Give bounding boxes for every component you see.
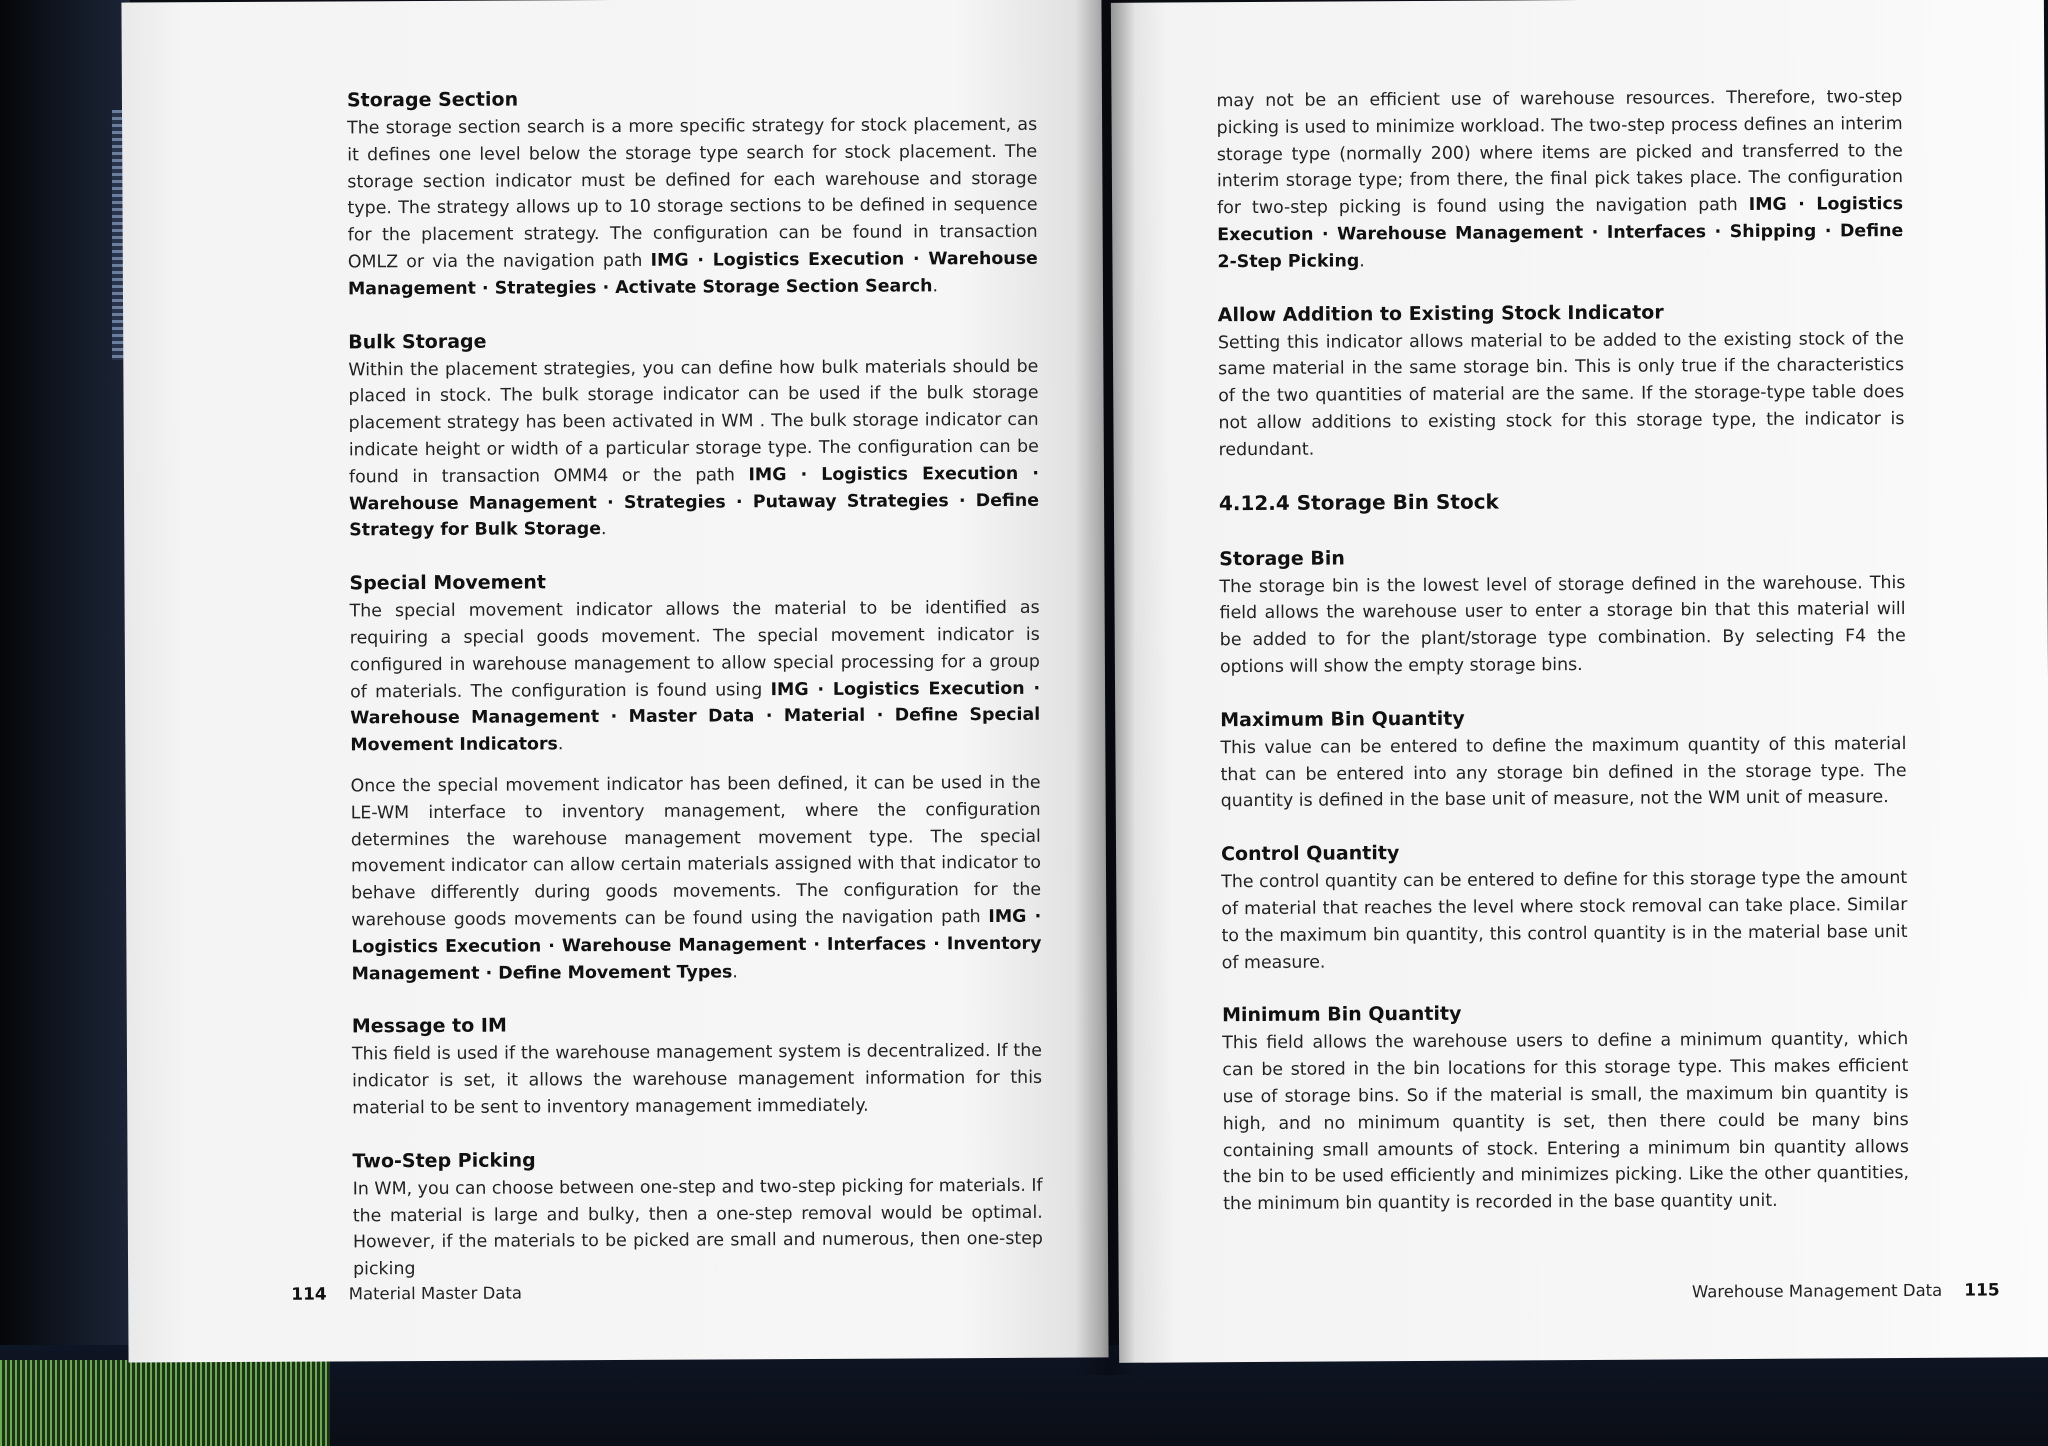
paragraph	[353, 1172, 1044, 1283]
paragraph	[347, 112, 1038, 303]
paragraph	[350, 770, 1041, 988]
left-page-body	[347, 84, 1043, 1283]
spacer	[352, 984, 1042, 1014]
text-run: This value can be entered to define the maximum quantity of this material that can be entered into any storage bin defined in the storage type. The quantity is defined in the base unit of measure, not the WM unit of measure.	[1220, 733, 1907, 812]
section-heading: Bulk Storage	[348, 330, 487, 353]
spacer	[348, 299, 1038, 329]
paragraph	[1219, 570, 1906, 681]
left-page-footer	[291, 1283, 522, 1304]
text-run: This field allows the warehouse users to define a minimum quantity, which can be stored in the bin locations for this storage type. This makes efficient use of storage bins. So if the material is small, the maximum bin quantity is high, and no minimum quantity is set, then there could be many bins containing small amounts of stock. Entering a minimum bin quantity allows the bin to be used efficiently and minimizes picking. Like the other quantities, the minimum bin quantity is recorded in the base quantity unit.	[1222, 1029, 1910, 1215]
text-run: .	[732, 961, 738, 982]
text-run: Within the placement strategies, you can define how bulk materials should be placed in stock. The bulk storage indicator can be used if the bulk storage placement strategy has been activated in WM . The bulk storage indicator can indicate height or width of a particular storage type. The configuration can be found in transaction OMM4 or the path	[348, 356, 1039, 488]
section-storage-section	[347, 84, 1038, 303]
paragraph	[352, 1038, 1042, 1122]
section-heading: Storage Bin	[1219, 547, 1345, 570]
scan-edge-left	[0, 0, 130, 1446]
text-run: .	[1359, 251, 1365, 272]
text-run: The storage bin is the lowest level of storage defined in the warehouse. This field allows the warehouse user to enter a storage bin that this material will be added to for the plant/storage type combination. By selecting F4 the options will show the empty storage bins.	[1219, 572, 1906, 678]
left-page	[121, 0, 1108, 1363]
running-title: Material Master Data	[348, 1283, 523, 1304]
paragraph	[1220, 731, 1906, 816]
paragraph	[1216, 84, 1903, 276]
section-heading: Two-Step Picking	[352, 1149, 536, 1173]
text-run: The storage section search is a more specific strategy for stock placement, as it defines one level below the storage type search for stock placement. The storage section indicator must be defined for each warehouse and storage type. The strategy allows up to 10 storage sections to be defined in sequence for the placement strategy. The configuration can be found in transaction OMLZ or via the navigation path	[347, 114, 1038, 273]
text-run: This field is used if the warehouse management system is decentralized. If the indicator is set, it allows the warehouse management information for this material to be sent to inventory management immediately.	[351, 1041, 1043, 1119]
page-number: 115	[1964, 1280, 2000, 1301]
menu-path: IMG · Logistics Execution · Warehouse Management · Master Data · Material · Define Special Movement Indicators	[350, 678, 1041, 756]
scan-artifact-green	[0, 1360, 330, 1446]
spacer	[352, 1118, 1042, 1148]
menu-path: IMG · Logistics Execution · Warehouse Management · Interfaces · Shipping · Define 2-Step Picking	[1217, 194, 1904, 272]
section-control-quantity	[1221, 837, 1908, 976]
paragraph	[1218, 326, 1905, 464]
text-run: .	[557, 734, 564, 755]
chapter-heading: 4.12.4 Storage Bin Stock	[1218, 489, 1499, 515]
section-4-12-4-storage-bin-stock	[1219, 486, 1905, 516]
right-page-footer	[1692, 1280, 2000, 1302]
section-storage-bin	[1219, 542, 1906, 681]
section-heading: Minimum Bin Quantity	[1221, 1003, 1462, 1027]
text-run: In WM, you can choose between one-step and two-step picking for materials. If the material is large and bulky, then a one-step removal would be optimal. However, if the materials to be picked are small and numerous, then one-step picking	[352, 1175, 1043, 1280]
paragraph	[350, 595, 1041, 759]
section-heading: Message to IM	[351, 1014, 507, 1038]
section-heading: Control Quantity	[1220, 842, 1400, 866]
text-run: Once the special movement indicator has been defined, it can be used in the LE-WM interface to inventory management, where the configuration determines the warehouse management movement type. The special movement indicator can allow certain materials assigned with that indicator to behave differently during goods movements. The configuration for the warehouse goods movements can be found using the navigation path	[350, 772, 1042, 931]
menu-path: IMG · Logistics Execution · Warehouse Management · Strategies · Putaway Strategies · Define Strategy for Bulk Storage	[349, 463, 1040, 541]
menu-path: IMG · Logistics Execution · Warehouse Management · Interfaces · Inventory Management · Define Movement Types	[351, 906, 1042, 984]
section-heading: Allow Addition to Existing Stock Indicator	[1217, 301, 1664, 326]
text-run: .	[932, 276, 939, 297]
paragraph	[1221, 865, 1908, 976]
section-heading: Storage Section	[346, 88, 519, 112]
right-page	[1111, 0, 2048, 1363]
section-allow-addition-to-existing-stock-indicator	[1218, 298, 1905, 464]
section-message-to-im	[352, 1010, 1043, 1122]
section-heading: Special Movement	[349, 571, 546, 595]
spacer	[349, 541, 1039, 571]
paragraph	[348, 353, 1039, 544]
running-title: Warehouse Management Data	[1691, 1280, 1943, 1302]
section-heading: Maximum Bin Quantity	[1220, 707, 1465, 731]
section-minimum-bin-quantity	[1222, 998, 1909, 1218]
book-spine	[1075, 0, 1135, 1375]
text-run: .	[600, 519, 607, 540]
text-run: The special movement indicator allows the material to be identified as requiring a special goods movement. The special movement indicator is configured in warehouse management to allow special processing for a group of materials. The configuration is found using	[349, 597, 1040, 702]
page-number: 114	[291, 1284, 327, 1305]
text-run: The control quantity can be entered to define for this storage type the amount of material that reaches the level where stock removal can take place. Similar to the maximum bin quantity, this control quantity is in the material base unit of measure.	[1221, 868, 1908, 973]
section-special-movement	[349, 567, 1041, 988]
text-run: may not be an efficient use of warehouse resources. Therefore, two-step picking is used to minimize workload. The two-step process defines an interim storage type (normally 200) where items are picked and transferred to the interim storage type; from there, the final pick takes place. The configuration for two-step picking is found using the navigation path	[1216, 87, 1903, 219]
section-two-step-picking	[352, 1144, 1043, 1283]
paragraph	[1222, 1026, 1909, 1218]
right-page-body	[1216, 84, 1909, 1218]
menu-path: IMG · Logistics Execution · Warehouse Management · Strategies · Activate Storage Section Search	[347, 248, 1038, 300]
section-bulk-storage	[348, 325, 1039, 544]
section-maximum-bin-quantity	[1220, 703, 1907, 816]
section-continued	[1216, 84, 1903, 276]
text-run: Setting this indicator allows material to be added to the existing stock of the same material in the same storage bin. This is only true if the characteristics of the two quantities of material are the same. If the storage-type table does not allow additions to existing stock for this storage type, the indicator is redundant.	[1217, 328, 1905, 460]
